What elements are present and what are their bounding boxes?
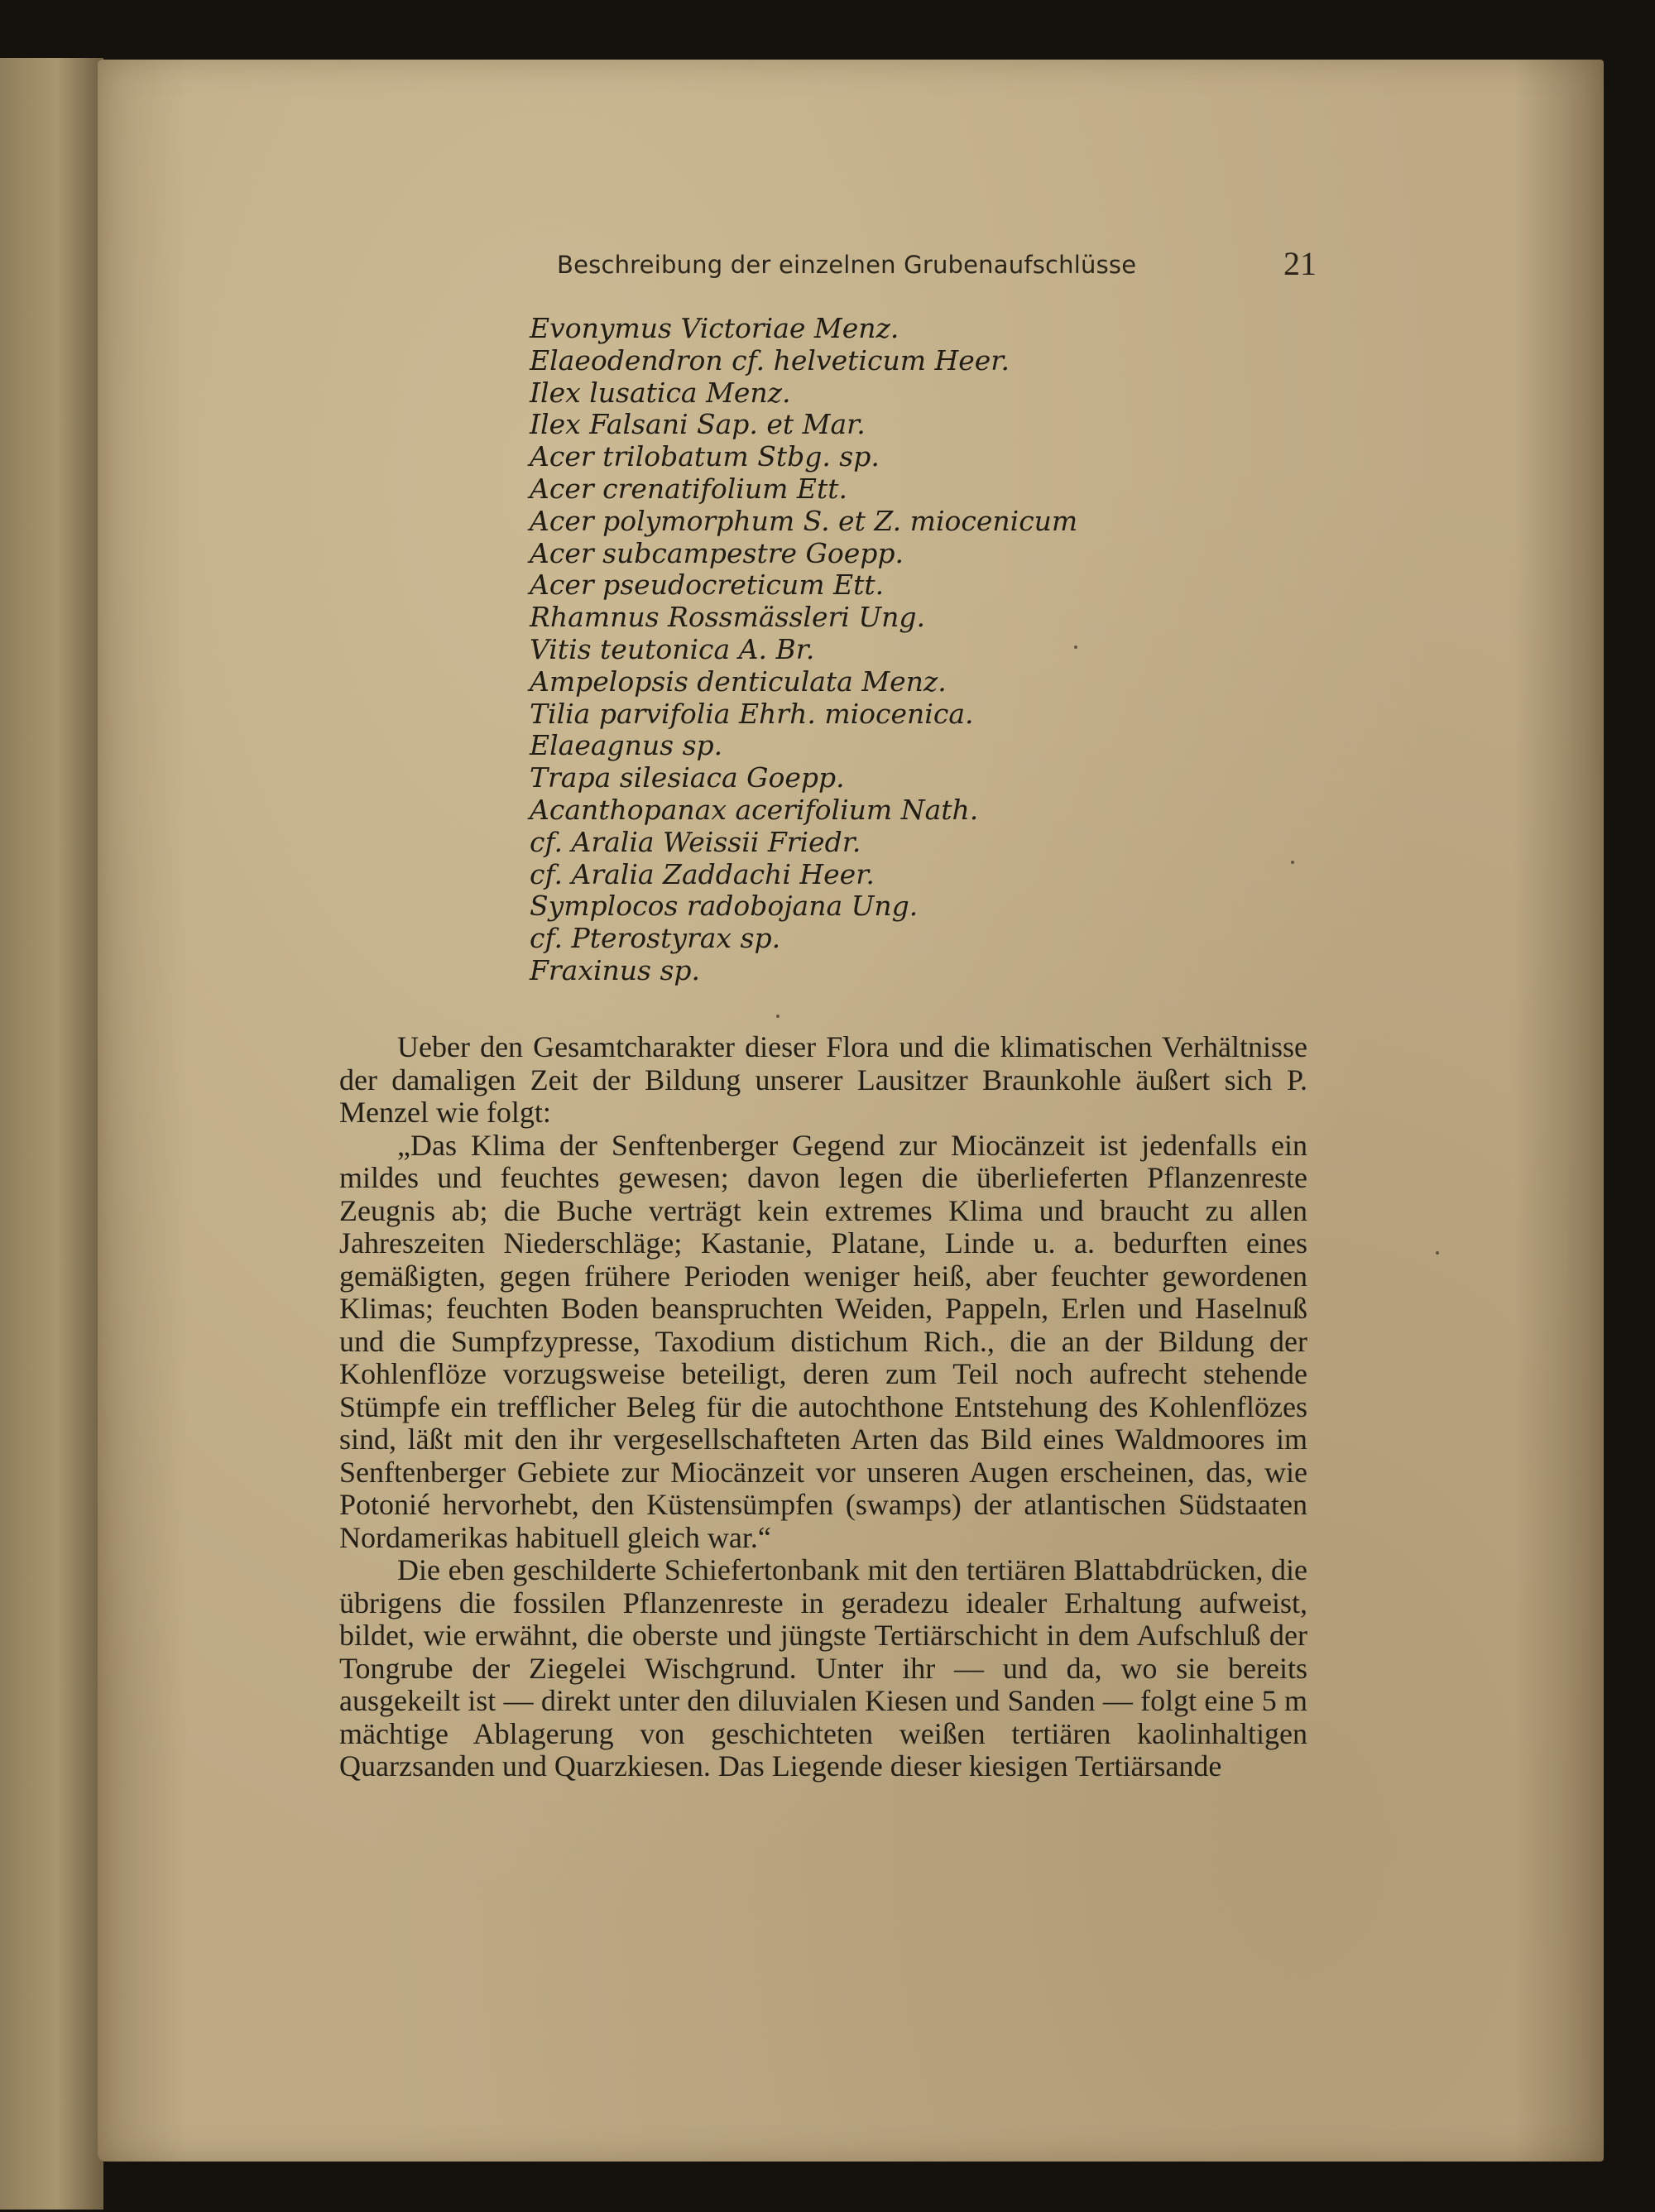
species-item: cf. Pterostyrax sp. [530, 922, 781, 955]
paragraph: Ueber den Gesamtcharakter dieser Flora und die klimatischen Verhältnisse der damaligen Zeit der Bildung unserer Lausitzer Braunkohle äußert sich P. Menzel wie folgt: [339, 1030, 1307, 1129]
previous-page-edge [0, 58, 103, 2210]
paper-speck [1291, 861, 1294, 864]
species-item: cf. Aralia Zaddachi Heer. [530, 857, 875, 890]
page-header [557, 244, 1326, 287]
paper-speck [1074, 645, 1077, 649]
species-list [530, 313, 1274, 987]
species-item: Acer subcampestre Goepp. [530, 536, 904, 569]
species-item: Ampelopsis denticulata Menz. [530, 665, 947, 698]
species-item: Acer trilobatum Stbg. sp. [530, 440, 880, 473]
species-item: Ilex lusatica Menz. [530, 376, 791, 409]
species-item: Elaeodendron cf. helveticum Heer. [530, 343, 1010, 377]
species-item: Trapa silesiaca Goepp. [530, 761, 845, 794]
paragraph: Die eben geschilderte Schiefertonbank mit den tertiären Blattabdrücken, die übrigens die fossilen Pflanzenreste in geradezu idealer Erhaltung aufweist, bildet, wie erwähnt, die oberste und jüngste Tertiärschicht in dem Aufschluß der Tongrube der Ziegelei Wischgrund. Unter ihr — und da, wo sie bereits ausgekeilt ist — direkt unter den diluvialen Kiesen und Sanden — folgt eine 5 m mächtige Ablagerung von geschichteten weißen tertiären kaolinhaltigen Quarzsanden und Quarzkiesen. Das Liegende dieser kiesigen Tertiärsande [339, 1553, 1307, 1783]
species-item: cf. Aralia Weissii Friedr. [530, 825, 861, 858]
species-item: Acer crenatifolium Ett. [530, 472, 847, 505]
species-item: Fraxinus sp. [530, 953, 700, 986]
page-number: 21 [1283, 245, 1317, 282]
species-item: Acanthopanax acerifolium Nath. [530, 793, 979, 826]
species-item: Vitis teutonica A. Br. [530, 632, 815, 665]
species-item: Tilia parvifolia Ehrh. miocenica. [530, 697, 974, 730]
species-item: Ilex Falsani Sap. et Mar. [530, 408, 866, 441]
paper-speck [776, 1015, 780, 1018]
species-item: Symplocos radobojana Ung. [530, 890, 919, 923]
species-item: Elaeagnus sp. [530, 729, 723, 762]
species-item: Acer pseudocreticum Ett. [530, 569, 885, 602]
quotation-paragraph: „Das Klima der Senftenberger Gegend zur Miocänzeit ist jedenfalls ein mildes und feuchtes gewesen; davon legen die überlieferten Pflanzenreste Zeugnis ab; die Buche verträgt kein extremes Klima und braucht zu allen Jahreszeiten Niederschläge; Kastanie, Platane, Linde u. a. bedurften eines gemäßigten, gegen frühere Perioden weniger heiß, aber feuchter gewordenen Klimas; feuchten Boden beanspruchten Weiden, Pappeln, Erlen und Haselnuß und die Sumpfzypresse, Taxodium distichum Rich., die an der Bildung der Kohlenflöze vorzugsweise beteiligt, deren zum Teil noch aufrecht stehende Stümpfe ein trefflicher Beleg für die autochthone Entstehung des Kohlenflözes sind, läßt mit den ihr vergesellschafteten Arten das Bild eines Waldmoores im Senftenberger Gebiete zur Miocänzeit vor unseren Augen erscheinen, das, wie Potonié hervorhebt, den Küstensümpfen (swamps) der atlantischen Südstaaten Nordamerikas habituell gleich war.“ [339, 1128, 1307, 1554]
species-item: Rhamnus Rossmässleri Ung. [530, 601, 926, 634]
species-item: Acer polymorphum S. et Z. miocenicum [530, 504, 1078, 537]
paper-speck [1436, 1251, 1439, 1255]
running-title: Beschreibung der einzelnen Grubenaufschlüsse [557, 251, 1137, 279]
body-text [339, 1031, 1307, 1783]
species-item: Evonymus Victoriae Menz. [530, 312, 899, 344]
